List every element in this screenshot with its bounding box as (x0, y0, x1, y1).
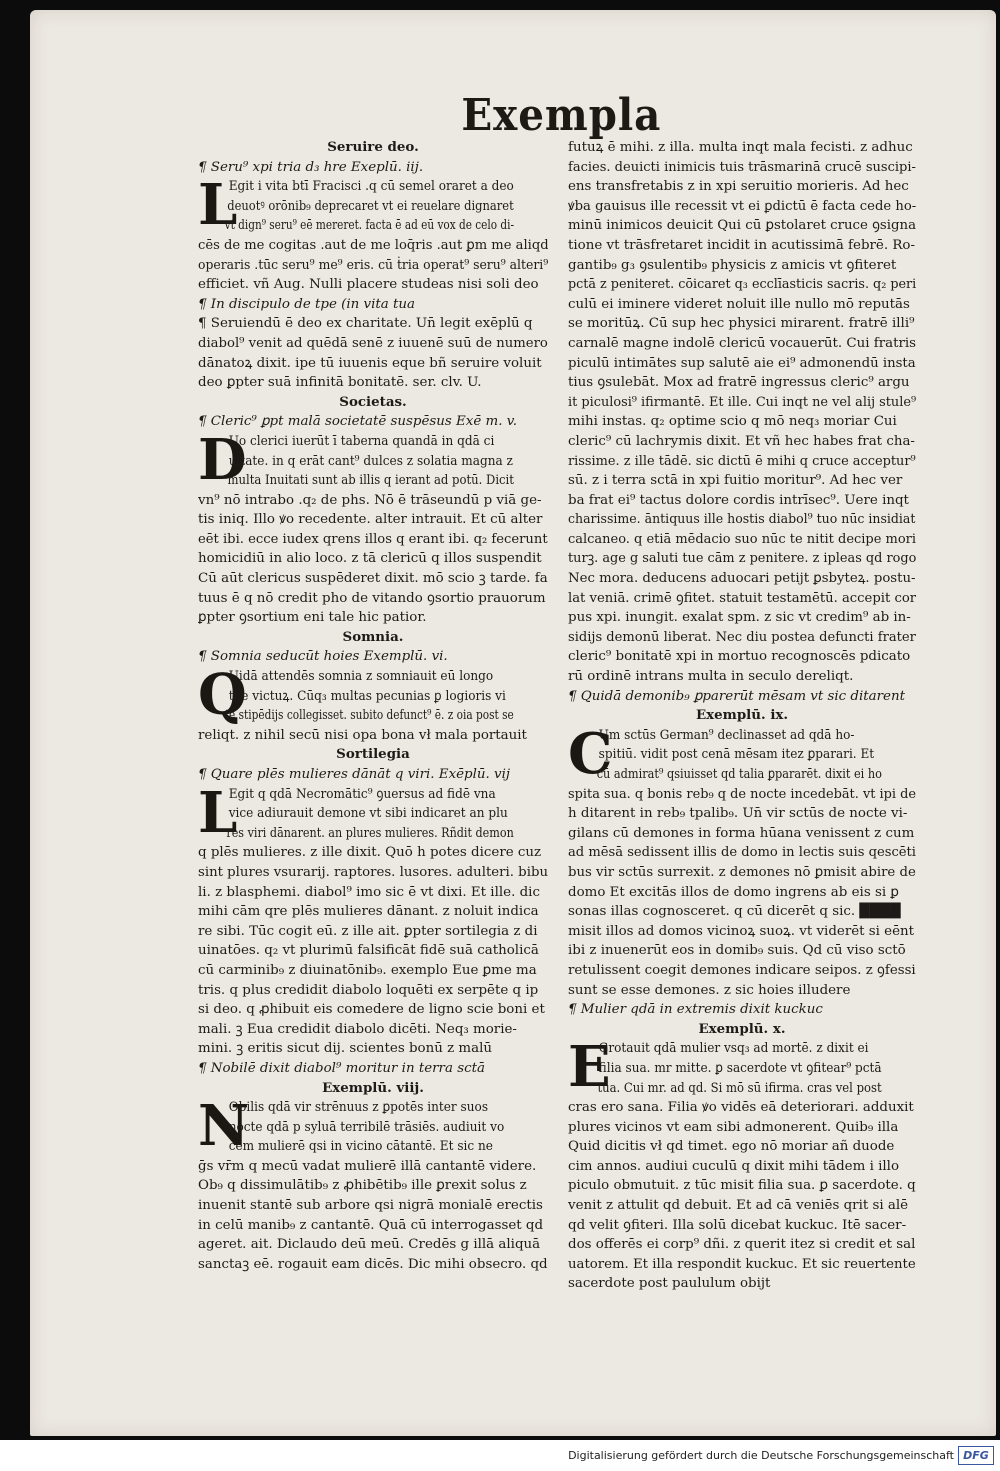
text-line: uinatōes. q₂ vt plurimū falsificāt fidē suā catholicā (198, 943, 539, 959)
text-line: gilans cū demones in forma hūana venissent z cum (568, 825, 915, 841)
text-line: charissime. āntiquus ille hostis diabol⁹ tuo nūc insidiat (568, 512, 916, 528)
drop-initial: N (198, 1093, 250, 1160)
text-line: piculo obmutuit. z tūc misit filia sua. ꝑ sacerdote. q (568, 1178, 916, 1194)
text-line: tione vt trāsfretaret incidit in acutissimā febrē. Ro- (568, 237, 916, 253)
text-line: Uidā attendēs somnia z somniauit eū longo (228, 669, 494, 685)
text-line: res viri dānarent. an plures mulieres. Rñdit demon (226, 825, 514, 841)
text-line: tua. Cui mr. ad qd. Si mō sū ifirma. cras vel post (597, 1080, 882, 1096)
text-line: ꝟba gauisus ille recessit vt ei ꝑdictū ē facta cede ho- (568, 198, 916, 214)
text-line: vn⁹ nō intrabo .q₂ de phs. Nō ē trāseundū p viā ge- (198, 492, 542, 508)
text-line: pctā z peniteret. cōicaret q₃ ecclīasticis sacris. q₂ peri (568, 277, 917, 293)
rubric-line: ¶ Somnia seducūt hoies Exemplū. vi. (198, 649, 448, 665)
text-line: tris. q plus credidit diabolo loquēti ex serpēte q ip (198, 982, 539, 998)
text-line: cleric⁹ bonitatē xpi in mortuo recognoscēs pdicato (568, 649, 911, 665)
section-heading: Sortilegia (336, 746, 410, 763)
section-heading: Exemplū. viij. (322, 1079, 424, 1096)
text-line: tius ꝯsulebāt. Mox ad fratrē ingressus cleric⁹ argu (568, 375, 910, 391)
funding-credit: Digitalisierung gefördert durch die Deutsche Forschungsgemeinschaft (568, 1449, 954, 1462)
text-paragraph (198, 426, 548, 628)
text-line: ens transfretabis z in xpi seruitio morieris. Ad hec (568, 179, 909, 195)
text-line: ¶ Seruiendū ē deo ex charitate. Un̄ legit exēplū q (198, 316, 533, 332)
text-line: sanctaꝫ eē. rogauit eam dicēs. Dic mihi obsecro. qd (198, 1256, 548, 1272)
text-line: dānatoꝝ dixit. ipe tū iuuenis eque bñ seruire voluit (198, 355, 542, 371)
text-line: ba frat ei⁹ tactus dolore cordis intrīsec⁹. Uere inqt (568, 492, 909, 508)
text-paragraph (568, 720, 917, 1000)
text-line: it piculosi⁹ ifirmantē. Et ille. Cui inqt ne vel alij stule⁹ (568, 394, 916, 410)
dfg-logo: DFG (958, 1446, 994, 1465)
text-line: sidijs demonū liberat. Nec diu postea defuncti frater (568, 629, 916, 645)
text-line: sū. z i terra sctā in xpi fuitio moritur⁹. Ad hec ver (568, 473, 903, 489)
text-line: Egit q qdā Necromātic⁹ ꝯuersus ad fidē vna (228, 786, 496, 802)
text-line: spitiū. vidit post cenā mēsam itez ꝑparari. Et (598, 747, 875, 763)
text-line: culū ei iminere videret noluit ille nullo mō reputās (568, 296, 910, 312)
text-line: sint plures vsurarij. raptores. lusores. adulteri. bibu (198, 864, 549, 880)
rubric-line: ¶ Quare plēs mulieres dānāt q viri. Exēplū. vij (198, 767, 511, 782)
text-line: deuotꝰ orōnib₉ deprecaret vt ei reuelare dignaret (227, 198, 514, 214)
rubric-line: ¶ Seru⁹ xpi tria d₃ hre Exeplū. iij. (198, 159, 424, 175)
text-line: Ob₉ q dissimulātib₉ z ꝓhibētib₉ ille ꝑrexit solus z (198, 1178, 527, 1194)
rubric-line: ¶ Cleric⁹ ꝑpt malā societatē suspēsus Exē m. v. (198, 414, 517, 430)
rubric-line: ¶ Quidā demonib₉ ꝑparerūt mēsam vt sic ditarent (568, 688, 905, 704)
text-line: cū admirat⁹ qsiuisset qd talia ꝑpararēt. dixit ei ho (596, 767, 882, 782)
rubric-line: ¶ Mulier qdā in extremis dixit kuckuc (568, 1002, 823, 1018)
text-line: retulissent coegit demones indicare seipos. z ꝯfessi (568, 962, 916, 978)
text-line: calcaneo. q etiā mēdacio suo nūc te nitit decipe mori (568, 531, 916, 547)
text-line: pus xpi. inungit. exalat spm. z sic vt credim⁹ ab in- (568, 610, 911, 626)
text-line: vice adiurauit demone vt sibi indicaret an plu (228, 806, 508, 822)
text-paragraph (198, 779, 549, 1059)
text-line: filia sua. mr mitte. ꝑ sacerdote vt ꝯfitear⁹ pctā (598, 1060, 882, 1076)
text-line: Grotauit qdā mulier vsq₃ ad mortē. z dixit ei (598, 1041, 869, 1057)
drop-initial: L (198, 172, 238, 239)
section-heading: Somnia. (342, 628, 404, 645)
running-head: Exempla (461, 90, 662, 141)
text-line: inuenit stantē sub arbore qsi nigrā monialē erectis (198, 1198, 543, 1214)
text-line: domo Et excitās illos de domo ingrens ab eis si ꝑ (568, 884, 899, 900)
text-line: homicidiū in alio loco. z tā clericū q illos suspendit (198, 551, 542, 567)
text-paragraph (568, 138, 916, 687)
text-line: carnalē magne indolē clericū vocauerūt. Cui fratris (568, 335, 916, 351)
text-line: cū carminib₉ z diuinatōnib₉. exemplo Eue ꝑme ma (198, 962, 537, 978)
text-line: tpe victuꝝ. Cūq₃ multas pecunias ꝑ logioris vi (228, 688, 506, 704)
text-line: multa Inuitati sunt ab illis q ierant ad potū. Dicit (227, 473, 514, 489)
text-line: in celū manib₉ z cantantē. Quā cū interrogasset qd (198, 1217, 544, 1233)
text-line: mihi cām qre plēs mulieres dānant. z noluit indica (198, 904, 539, 920)
text-line: piculū intimātes sup salutē aie ei⁹ admonendū insta (568, 355, 916, 371)
text-line: cēs de me cogitas .aut de me loq̄ris .aut ꝑm me aliqd (198, 237, 549, 253)
text-line: ibi z inuenerūt eos in domib₉ suis. Qd cū viso sctō (568, 943, 906, 959)
section-heading: Exemplū. x. (698, 1020, 786, 1037)
text-line: Um sctūs German⁹ declinasset ad qdā ho- (598, 727, 855, 743)
drop-initial: L (198, 779, 238, 846)
section-heading: Seruire deo. (327, 139, 419, 155)
text-line: reliqt. z nihil secū nisi opa bona vł mala portauit (198, 727, 527, 743)
text-line: Obilis qdā vir strēnuus z ꝑpotēs inter suos (228, 1100, 489, 1116)
text-line: lat veniā. crimē ꝯfitet. statuit testamētū. accepit cor (568, 590, 916, 606)
text-line: sunt se esse demones. z sic hoies illudere (568, 982, 851, 998)
text-line: venit z attulit qd debuit. Et ad cā veniēs qrit si alē (568, 1198, 909, 1214)
text-line: rū ordinē intrans multa in seculo dereliqt. (568, 669, 854, 685)
left-text-column (198, 138, 548, 1274)
text-line: tis iniq. Illo ꝟo recedente. alter intrauit. Et cū alter (198, 512, 543, 528)
text-line: li. z blasphemi. diabol⁹ imo sic ē vt dixi. Et ille. dic (198, 884, 540, 900)
text-line: plures vicinos vt eam sibi admonerent. Quib₉ illa (568, 1119, 899, 1135)
text-line: Uo clerici iuerūt ī taberna quandā in qdā ci (228, 433, 495, 449)
text-line: ḡs vr̄m q mecū vadat mulierē illā cantantē videre. (198, 1158, 537, 1174)
text-line: h ditarent in reb₉ tpalib₉. Un̄ vir sctūs de nocte vi- (568, 806, 908, 822)
text-line: bus vir sctūs surrexit. z demones nō ꝑmisit abire de (568, 864, 916, 880)
text-line: nocte qdā p syluā terribilē trāsiēs. audiuit vo (228, 1119, 505, 1135)
text-paragraph (198, 314, 548, 392)
text-paragraph (568, 1034, 916, 1294)
text-line: dos offerēs ei corp⁹ dñi. z querit itez si credit et sal (568, 1237, 916, 1253)
text-line: Nec mora. deducens aduocari petijt ꝑsbyteꝝ. postu- (568, 571, 916, 587)
text-line: mali. ꝫ Eua credidit diabolo dicēti. Neq₃ morie- (198, 1021, 517, 1037)
text-line: eēt ibi. ecce iudex qrens illos q erant ibi. q₂ fecerunt (198, 531, 548, 547)
footer-bar (0, 1441, 1000, 1471)
text-paragraph (198, 1093, 548, 1274)
text-line: tuus ē q nō credit pho de vitando ꝯsortio prauorum (198, 590, 546, 606)
text-line: rissime. z ille tādē. sic dictū ē mihi q cruce acceptur⁹ (568, 453, 916, 469)
section-heading: Exemplū. ix. (695, 707, 789, 724)
text-line: mini. ꝫ eritis sicut dij. scientes bonū z malū (198, 1041, 493, 1057)
text-line: sonas illas cognosceret. q cū dicerēt q sic. ████ (568, 904, 901, 920)
text-line: uatorem. Et illa respondit kuckuc. Et sic reuertente (568, 1256, 916, 1272)
text-line: re sibi. Tūc cogit eū. z ille ait. ꝑpter sortilegia z di (198, 923, 538, 939)
text-line: diabol⁹ venit ad quēdā senē z iuuenē suū de numero (198, 335, 548, 351)
text-line: sacerdote post paululum obijt (568, 1276, 771, 1292)
text-line: vt dign⁹ seru⁹ eē mereret. facta ē ad eū vox de celo di- (224, 218, 514, 234)
text-line: ꝑpter ꝯsortium eni tale hic patior. (198, 610, 427, 626)
text-line: efficiet. vñ Aug. Nulli placere studeas nisi soli deo (198, 277, 539, 293)
text-line: cim annos. audiui cuculū q dixit mihi tādem i illo (568, 1158, 900, 1174)
text-line: misit illos ad domos vicinoꝝ suoꝝ. vt viderēt si eēnt (568, 923, 915, 939)
text-line: gantib₉ g₃ ꝯsulentib₉ physicis z amicis vt ꝯfiteret (568, 257, 897, 273)
drop-initial: Q (198, 662, 247, 729)
text-line: futuꝝ ē mihi. z illa. multa inqt mala fecisti. z adhuc (568, 140, 913, 155)
rubric-line: ¶ Nobilē dixit diabol⁹ moritur in terra sctā (198, 1060, 485, 1076)
text-line: si deo. q ꝓhibuit eis comedere de ligno scie boni et (198, 1002, 545, 1018)
drop-initial: D (198, 426, 247, 493)
text-paragraph (198, 172, 549, 295)
text-line: cem mulierē qsi in vicino cātantē. Et sic ne (228, 1139, 493, 1155)
section-heading: Societas. (339, 393, 407, 410)
text-line: qd velit ꝯfiteri. Illa solū dicebat kuckuc. Itē sacer- (568, 1217, 907, 1233)
text-line: facies. deuicti inimicis tuis trāsmarinā crucē suscipi- (568, 159, 916, 175)
text-line: mihi instas. q₂ optime scio q mō neq₃ moriar Cui (568, 414, 897, 430)
text-line: te stipēdijs collegisset. subito defunct⁹ ē. z oia post se (224, 708, 514, 724)
text-paragraph (198, 662, 548, 745)
text-line: ad mēsā sedissent illis de domo in lectis suis qescēti (568, 845, 916, 861)
text-line: cleric⁹ cū lachrymis dixit. Et vñ hec habes frat cha- (568, 433, 915, 449)
text-line: uitate. in q erāt cant⁹ dulces z solatia magna z (228, 453, 513, 469)
rubric-line: ¶ In discipulo de tpe (in vita tua (198, 296, 415, 312)
text-line: spita sua. q bonis reb₉ q de nocte incedebāt. vt ipi de (568, 786, 917, 802)
text-line: turꝫ. age g saluti tue cām z penitere. z ipleas qd rogo (568, 551, 916, 567)
text-line: cras ero sana. Filia ꝟo vidēs eā deteriorari. adduxit (568, 1100, 914, 1116)
text-line: Cū aūt clericus suspēderet dixit. mō scio ꝫ tarde. fa (198, 571, 548, 587)
text-line: minū inimicos deuicit Qui cū ꝑstolaret cruce ꝯsigna (568, 218, 916, 234)
drop-initial: E (568, 1034, 611, 1101)
text-line: ageret. ait. Diclaudo deū meū. Credēs g illā aliquā (198, 1237, 541, 1253)
text-line: q plēs mulieres. z ille dixit. Quō h potes dicere cuz (198, 845, 542, 861)
text-line: se moritūꝝ. Cū sup hec physici mirarent. fratrē illi⁹ (568, 316, 915, 332)
text-line: Egit i vita btī Fracisci .q cū semel oraret a deo (228, 179, 514, 195)
text-line: operaris .tūc seru⁹ me⁹ eris. cū ṫria operat⁹ seru⁹ alteri⁹ (198, 257, 549, 273)
right-text-column (568, 138, 916, 1294)
text-line: deo ꝑpter suā infinitā bonitatē. ser. clv. U. (198, 375, 482, 391)
text-line: Quid dicitis vł qd timet. ego nō moriar añ duode (568, 1139, 895, 1155)
drop-initial: C (568, 720, 613, 787)
